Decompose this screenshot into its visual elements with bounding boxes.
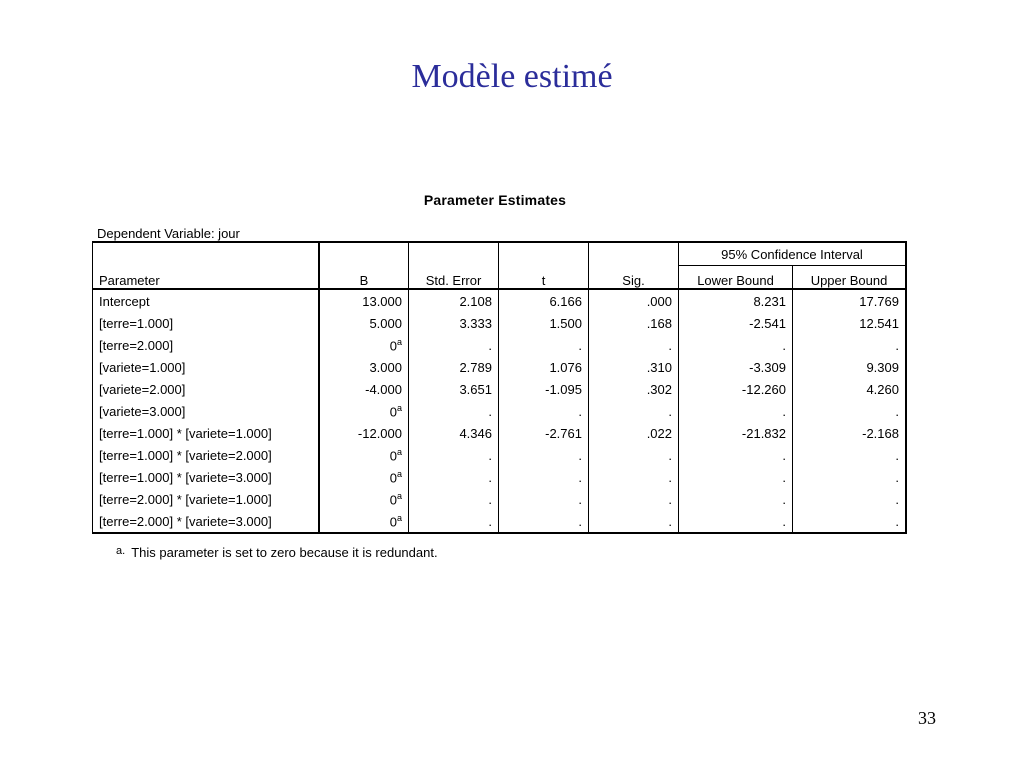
cell-std-error-value: . (488, 491, 492, 507)
cell-lower-bound (679, 400, 793, 422)
footnote-reference: a (396, 490, 402, 501)
cell-upper-bound (793, 378, 907, 400)
cell-std-error-value: 2.108 (459, 293, 492, 309)
table-row (93, 466, 907, 488)
cell-b-value: 3.000 (369, 359, 402, 375)
header-confidence-interval: 95% Confidence Interval (679, 242, 907, 266)
cell-parameter-value: [terre=2.000] (99, 337, 174, 353)
header-blank (409, 242, 499, 266)
cell-b-value: 0 (389, 470, 397, 486)
cell-upper-bound (793, 422, 907, 444)
cell-parameter (93, 510, 320, 533)
cell-lower-bound-value: . (782, 403, 786, 419)
cell-t-value: 1.076 (549, 359, 582, 375)
cell-parameter (93, 334, 320, 356)
cell-b (319, 289, 409, 312)
cell-std-error-value: 4.346 (459, 425, 492, 441)
cell-sig-value: .302 (646, 381, 672, 397)
cell-t (499, 312, 589, 334)
cell-b (319, 356, 409, 378)
cell-std-error-value: . (488, 447, 492, 463)
cell-std-error (409, 312, 499, 334)
cell-lower-bound-value: -2.541 (749, 315, 786, 331)
cell-parameter (93, 378, 320, 400)
cell-std-error (409, 334, 499, 356)
cell-upper-bound (793, 444, 907, 466)
cell-sig (589, 444, 679, 466)
cell-sig (589, 289, 679, 312)
cell-lower-bound-value: -3.309 (749, 359, 786, 375)
cell-parameter-value: [variete=3.000] (99, 403, 186, 419)
footnote-reference: a (396, 402, 402, 413)
cell-upper-bound (793, 510, 907, 533)
cell-b (319, 466, 409, 488)
cell-b (319, 510, 409, 533)
cell-t-value: -1.095 (545, 381, 582, 397)
cell-sig (589, 488, 679, 510)
cell-lower-bound-value: 8.231 (753, 293, 786, 309)
cell-upper-bound-value: 4.260 (866, 381, 899, 397)
cell-parameter (93, 400, 320, 422)
cell-t (499, 334, 589, 356)
table-row (93, 400, 907, 422)
cell-b (319, 488, 409, 510)
cell-lower-bound-value: . (782, 513, 786, 529)
cell-lower-bound (679, 356, 793, 378)
cell-std-error-value: 2.789 (459, 359, 492, 375)
cell-parameter-value: [terre=1.000] * [variete=3.000] (99, 469, 272, 485)
cell-lower-bound (679, 466, 793, 488)
table-footnote (116, 545, 438, 560)
cell-std-error (409, 378, 499, 400)
cell-std-error-value: . (488, 403, 492, 419)
cell-t-value: . (578, 491, 582, 507)
cell-parameter (93, 466, 320, 488)
cell-b-value: 0 (389, 514, 397, 530)
cell-parameter (93, 312, 320, 334)
footnote-text: This parameter is set to zero because it is redundant. (131, 545, 438, 560)
cell-lower-bound-value: . (782, 337, 786, 353)
cell-upper-bound (793, 356, 907, 378)
cell-upper-bound (793, 289, 907, 312)
table-header-row-group (93, 242, 907, 266)
cell-t (499, 289, 589, 312)
cell-t (499, 510, 589, 533)
slide-title: Modèle estimé (411, 58, 613, 95)
cell-std-error-value: . (488, 513, 492, 529)
footnote-reference: a (396, 446, 402, 457)
cell-std-error (409, 289, 499, 312)
cell-b (319, 444, 409, 466)
cell-std-error (409, 444, 499, 466)
cell-upper-bound-value: 12.541 (859, 315, 899, 331)
footnote-reference: a (396, 468, 402, 479)
cell-sig-value: . (668, 403, 672, 419)
cell-b-value: 0 (389, 448, 397, 464)
table-body (93, 289, 907, 533)
footnote-reference: a (396, 512, 402, 523)
cell-lower-bound-value: . (782, 469, 786, 485)
table-row (93, 510, 907, 533)
cell-lower-bound (679, 510, 793, 533)
cell-t (499, 488, 589, 510)
cell-lower-bound-value: . (782, 491, 786, 507)
cell-upper-bound-value: . (895, 447, 899, 463)
cell-std-error (409, 466, 499, 488)
table-row (93, 488, 907, 510)
table-row (93, 334, 907, 356)
cell-parameter (93, 488, 320, 510)
cell-std-error-value: . (488, 469, 492, 485)
cell-b (319, 312, 409, 334)
cell-sig-value: .168 (646, 315, 672, 331)
cell-std-error (409, 356, 499, 378)
cell-t (499, 444, 589, 466)
cell-upper-bound (793, 400, 907, 422)
cell-std-error (409, 488, 499, 510)
footnote-reference: a (396, 336, 402, 347)
cell-parameter-value: [terre=2.000] * [variete=3.000] (99, 513, 272, 529)
cell-upper-bound-value: . (895, 469, 899, 485)
cell-parameter-value: [terre=1.000] * [variete=2.000] (99, 447, 272, 463)
cell-t-value: . (578, 403, 582, 419)
cell-upper-bound-value: . (895, 403, 899, 419)
cell-upper-bound (793, 466, 907, 488)
table-header-row (93, 266, 907, 290)
cell-sig-value: .000 (646, 293, 672, 309)
cell-parameter-value: [variete=2.000] (99, 381, 186, 397)
table-row (93, 422, 907, 444)
table-row (93, 312, 907, 334)
cell-upper-bound (793, 334, 907, 356)
cell-t-value: . (578, 447, 582, 463)
cell-t (499, 422, 589, 444)
cell-parameter-value: [variete=1.000] (99, 359, 186, 375)
cell-parameter-value: [terre=1.000] * [variete=1.000] (99, 425, 272, 441)
header-blank (93, 242, 320, 266)
cell-b-value: 13.000 (362, 293, 402, 309)
table-row (93, 289, 907, 312)
table-row (93, 378, 907, 400)
cell-parameter (93, 289, 320, 312)
header-lower-bound: Lower Bound (679, 266, 793, 290)
cell-sig (589, 466, 679, 488)
cell-upper-bound-value: . (895, 513, 899, 529)
cell-upper-bound-value: -2.168 (862, 425, 899, 441)
header-blank (499, 242, 589, 266)
cell-lower-bound (679, 378, 793, 400)
cell-upper-bound-value: . (895, 491, 899, 507)
header-b: B (319, 266, 409, 290)
cell-t (499, 356, 589, 378)
cell-std-error (409, 422, 499, 444)
table-caption: Parameter Estimates (423, 192, 567, 208)
cell-lower-bound (679, 289, 793, 312)
cell-lower-bound (679, 444, 793, 466)
cell-lower-bound (679, 488, 793, 510)
cell-upper-bound-value: . (895, 337, 899, 353)
cell-upper-bound (793, 488, 907, 510)
table-row (93, 356, 907, 378)
cell-upper-bound-value: 9.309 (866, 359, 899, 375)
cell-b-value: 0 (389, 404, 397, 420)
cell-b-value: -12.000 (357, 425, 402, 441)
cell-std-error-value: . (488, 337, 492, 353)
cell-b (319, 422, 409, 444)
cell-b-value: 0 (389, 492, 397, 508)
cell-parameter-value: [terre=1.000] (99, 315, 174, 331)
cell-lower-bound-value: -21.832 (741, 425, 786, 441)
cell-parameter (93, 356, 320, 378)
header-sig: Sig. (589, 266, 679, 290)
header-parameter: Parameter (93, 266, 320, 290)
cell-sig-value: . (668, 337, 672, 353)
cell-sig-value: . (668, 469, 672, 485)
cell-std-error (409, 510, 499, 533)
cell-lower-bound-value: -12.260 (741, 381, 786, 397)
cell-t-value: . (578, 513, 582, 529)
cell-lower-bound (679, 312, 793, 334)
cell-t (499, 400, 589, 422)
cell-t-value: . (578, 337, 582, 353)
footnote-mark: a. (116, 545, 126, 557)
cell-upper-bound (793, 312, 907, 334)
cell-t (499, 466, 589, 488)
cell-b-value: 5.000 (369, 315, 402, 331)
cell-parameter (93, 444, 320, 466)
cell-sig (589, 356, 679, 378)
cell-parameter-value: Intercept (99, 293, 150, 309)
cell-sig-value: . (668, 513, 672, 529)
dependent-variable-label: Dependent Variable: jour (97, 226, 240, 241)
cell-t-value: -2.761 (545, 425, 582, 441)
table-row (93, 444, 907, 466)
cell-t-value: 6.166 (549, 293, 582, 309)
cell-b-value: -4.000 (365, 381, 402, 397)
cell-sig-value: . (668, 491, 672, 507)
cell-t (499, 378, 589, 400)
header-blank (319, 242, 409, 266)
cell-sig (589, 422, 679, 444)
header-std-error: Std. Error (409, 266, 499, 290)
header-upper-bound: Upper Bound (793, 266, 907, 290)
cell-std-error (409, 400, 499, 422)
cell-std-error-value: 3.333 (459, 315, 492, 331)
cell-lower-bound-value: . (782, 447, 786, 463)
cell-std-error-value: 3.651 (459, 381, 492, 397)
cell-b (319, 400, 409, 422)
cell-upper-bound-value: 17.769 (859, 293, 899, 309)
cell-b (319, 334, 409, 356)
cell-parameter-value: [terre=2.000] * [variete=1.000] (99, 491, 272, 507)
cell-t-value: 1.500 (549, 315, 582, 331)
parameter-estimates-table (92, 241, 907, 534)
cell-sig (589, 312, 679, 334)
header-blank (589, 242, 679, 266)
cell-parameter (93, 422, 320, 444)
cell-b-value: 0 (389, 338, 397, 354)
cell-sig (589, 378, 679, 400)
cell-lower-bound (679, 334, 793, 356)
cell-sig-value: .310 (646, 359, 672, 375)
header-t: t (499, 266, 589, 290)
cell-sig-value: . (668, 447, 672, 463)
cell-b (319, 378, 409, 400)
cell-sig (589, 400, 679, 422)
cell-lower-bound (679, 422, 793, 444)
page-number: 33 (918, 708, 936, 728)
cell-t-value: . (578, 469, 582, 485)
cell-sig (589, 510, 679, 533)
cell-sig-value: .022 (646, 425, 672, 441)
cell-sig (589, 334, 679, 356)
